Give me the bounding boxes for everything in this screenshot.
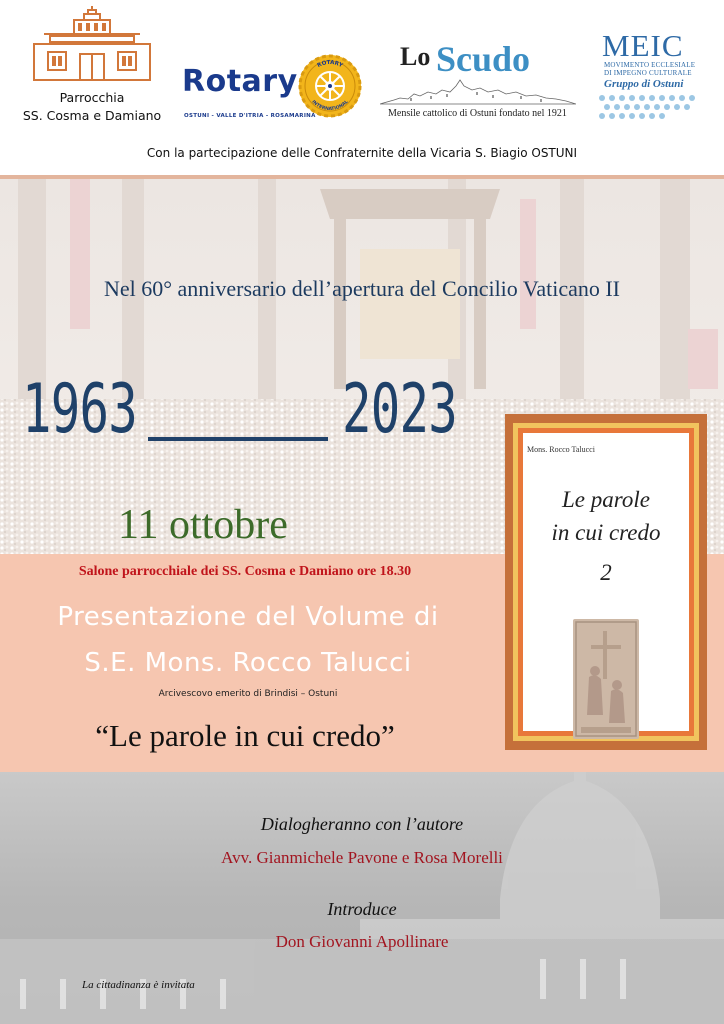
speakers: Avv. Gianmichele Pavone e Rosa Morelli — [221, 848, 503, 867]
parish-line2: SS. Cosma e Damiano — [22, 108, 162, 123]
rotary-wheel-top-text: ROTARY — [316, 59, 344, 70]
dialogue-label: Dialogheranno con l’autore — [260, 814, 464, 834]
meic-line2: DI IMPEGNO CULTURALE — [604, 69, 692, 77]
rotary-wordmark: Rotary — [182, 64, 298, 99]
meic-logo — [596, 28, 706, 128]
book-cover — [505, 414, 707, 750]
lo-scudo-logo — [378, 40, 578, 130]
rotary-wheel-icon — [296, 52, 364, 120]
invitation-note: La cittadinanza è invitata — [82, 979, 195, 991]
book-cover-title-line1: Le parole — [562, 487, 650, 512]
header — [0, 0, 724, 175]
rotary-logo — [180, 50, 370, 130]
rotary-wheel-bottom-text: INTERNATIONAL — [310, 99, 350, 113]
church-icon — [30, 6, 154, 82]
introducer: Don Giovanni Apollinare — [275, 932, 449, 951]
scudo-subtitle: Mensile cattolico di Ostuni fondato nel 1921 — [388, 108, 567, 119]
parish-name — [22, 89, 162, 125]
event-date: 11 ottobre — [118, 502, 288, 548]
event-venue: Salone parrocchiale dei SS. Cosma e Damiano ore 18.30 — [78, 564, 412, 579]
parish-logo — [22, 6, 162, 126]
book-cover-volume: 2 — [600, 560, 612, 585]
presentation-line2: S.E. Mons. Rocco Talucci — [84, 648, 412, 678]
meic-dots-icon — [596, 90, 706, 124]
scudo-lo: Lo — [400, 42, 431, 71]
stone-relief-image — [573, 619, 639, 739]
book-cover-author: Mons. Rocco Talucci — [527, 445, 595, 454]
meic-group: Gruppo di Ostuni — [604, 78, 684, 90]
introduce-label: Introduce — [327, 899, 397, 919]
year-connector-line — [148, 437, 328, 441]
year-end: 2023 — [342, 370, 458, 449]
parish-line1: Parrocchia — [59, 90, 125, 105]
anniversary-heading: Nel 60° anniversario dell’apertura del Concilio Vaticano II — [103, 276, 621, 301]
presentation-line1: Presentazione del Volume di — [57, 602, 439, 632]
book-cover-title-line2: in cui credo — [551, 520, 661, 545]
rotary-club-name: OSTUNI - VALLE D'ITRIA - ROSAMARINA — [184, 113, 316, 119]
meic-wordmark: MEIC — [602, 28, 684, 63]
year-start: 1963 — [22, 370, 138, 449]
ostuni-skyline-icon — [380, 78, 576, 106]
author-role: Arcivescovo emerito di Brindisi – Ostuni — [158, 689, 338, 699]
meic-line1: MOVIMENTO ECCLESIALE — [604, 61, 696, 69]
participation-line: Con la partecipazione delle Confraternite della Vicaria S. Biagio OSTUNI — [146, 146, 578, 160]
scudo-name: Scudo — [436, 39, 531, 79]
book-title: “Le parole in cui credo” — [95, 718, 395, 753]
